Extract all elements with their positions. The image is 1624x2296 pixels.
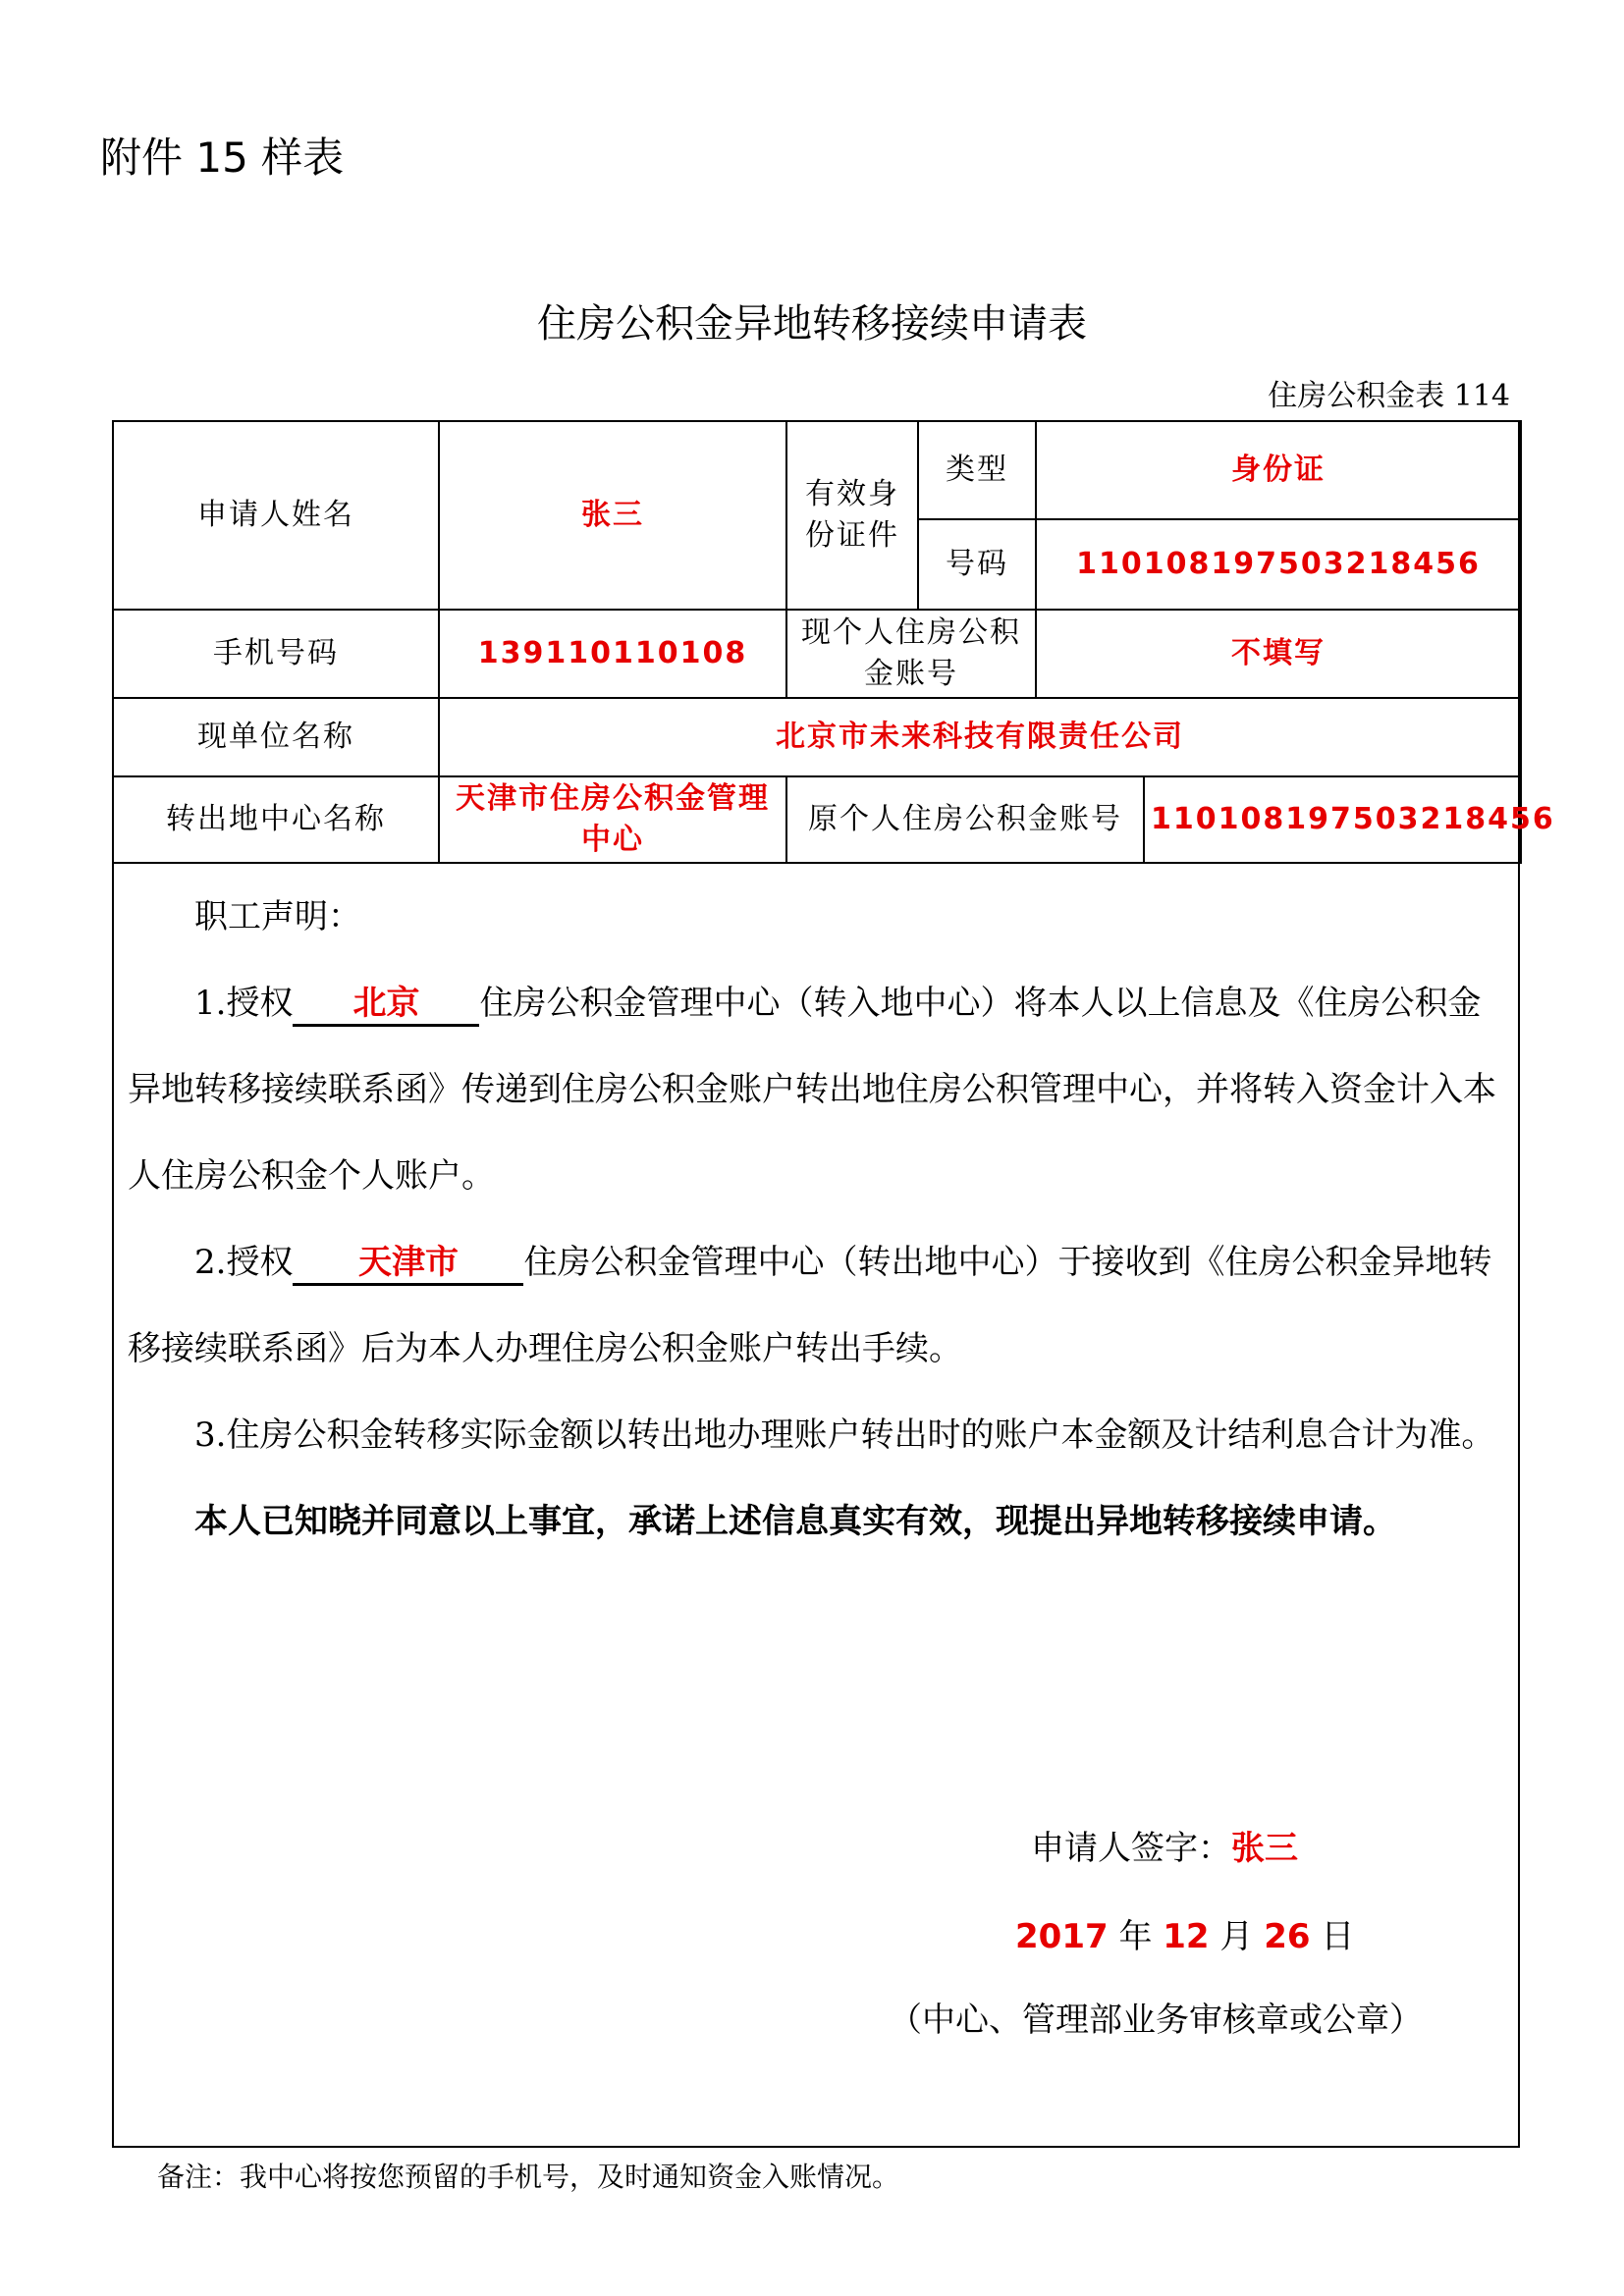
form-number: 住房公积金表 114 (1268, 379, 1510, 413)
phone-value: 139110110108 (439, 610, 786, 698)
seal-note: （中心、管理部业务审核章或公章） (889, 2001, 1423, 2040)
item1-fill: 北京 (293, 984, 479, 1027)
item2-fill: 天津市 (293, 1243, 523, 1286)
form-title: 住房公积金异地转移接续申请表 (537, 301, 1087, 347)
footer-note: 备注：我中心将按您预留的手机号，及时通知资金入账情况。 (157, 2161, 900, 2193)
original-account-label: 原个人住房公积金账号 (786, 776, 1144, 863)
applicant-name-value: 张三 (439, 421, 786, 610)
id-type-value: 身份证 (1036, 421, 1521, 519)
current-account-label: 现个人住房公积金账号 (786, 610, 1036, 698)
applicant-name-label: 申请人姓名 (113, 421, 439, 610)
signature-name: 张三 (1231, 1829, 1298, 1868)
item2-text: 住房公积金管理中心（转出地中心）于接收到《住房公积金异地转移接续联系函》后为本人办理住房公积金账户转出手续。 (128, 1243, 1492, 1368)
signature-label: 申请人签字： (1031, 1829, 1231, 1868)
item1-prefix: 1.授权 (194, 984, 294, 1023)
signature-date (1015, 1909, 1354, 1957)
applicant-info-table (112, 420, 1555, 864)
declaration-heading: 职工声明： (194, 897, 361, 936)
declaration-item-3: 3.住房公积金转移实际金额以转出地办理账户转出时的账户本金额及计结利息合计为准。 (194, 1415, 1495, 1455)
date-day-unit: 日 (1321, 1917, 1355, 1956)
declaration-item-2 (128, 1219, 1502, 1392)
date-day: 26 (1264, 1917, 1311, 1956)
employer-value: 北京市未来科技有限责任公司 (439, 698, 1521, 776)
date-year-unit: 年 (1118, 1917, 1153, 1956)
id-number-value: 110108197503218456 (1036, 519, 1521, 610)
date-year: 2017 (1015, 1917, 1109, 1956)
id-doc-label: 有效身份证件 (786, 421, 918, 610)
employer-label: 现单位名称 (113, 698, 439, 776)
current-account-value: 不填写 (1036, 610, 1521, 698)
item2-prefix: 2.授权 (194, 1243, 294, 1282)
item1-text: 住房公积金管理中心（转入地中心）将本人以上信息及《住房公积金异地转移接续联系函》传递到住房公积金账户转出地住房公积管理中心，并将转入资金计入本人住房公积金个人账户。 (128, 984, 1496, 1196)
attachment-label: 附件 15 样表 (100, 133, 345, 182)
id-number-label: 号码 (918, 519, 1036, 610)
transfer-center-label: 转出地中心名称 (113, 776, 439, 863)
employee-declaration (128, 874, 1502, 1565)
declaration-item-1 (128, 960, 1502, 1219)
id-type-label: 类型 (918, 421, 1036, 519)
applicant-signature (1031, 1821, 1298, 1869)
transfer-center-value: 天津市住房公积金管理中心 (439, 776, 786, 863)
original-account-value: 110108197503218456 (1144, 776, 1521, 863)
declaration-consent: 本人已知晓并同意以上事宜，承诺上述信息真实有效，现提出异地转移接续申请。 (194, 1502, 1396, 1541)
phone-label: 手机号码 (113, 610, 439, 698)
date-month: 12 (1163, 1917, 1210, 1956)
date-month-unit: 月 (1219, 1917, 1254, 1956)
